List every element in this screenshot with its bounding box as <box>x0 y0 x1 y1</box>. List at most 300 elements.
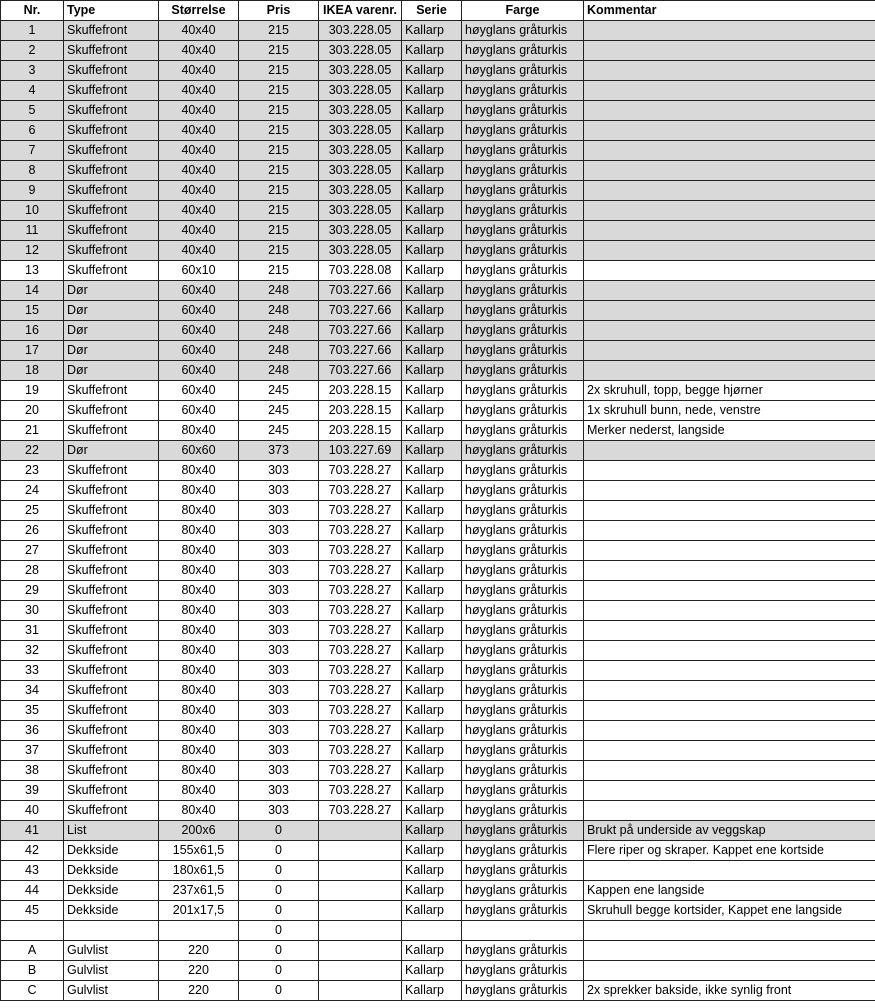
cell-ikea-number[interactable]: 303.228.05 <box>319 101 402 121</box>
cell-series[interactable]: Kallarp <box>402 81 462 101</box>
cell-type[interactable]: Skuffefront <box>64 381 159 401</box>
cell-color[interactable]: høyglans gråturkis <box>462 81 584 101</box>
cell-comment[interactable] <box>584 541 875 561</box>
cell-price[interactable]: 0 <box>239 821 319 841</box>
cell-ikea-number[interactable]: 703.228.27 <box>319 781 402 801</box>
cell-color[interactable]: høyglans gråturkis <box>462 121 584 141</box>
cell-ikea-number[interactable]: 703.228.27 <box>319 581 402 601</box>
cell-comment[interactable] <box>584 801 875 821</box>
cell-comment[interactable]: Brukt på underside av veggskap <box>584 821 875 841</box>
cell-color[interactable]: høyglans gråturkis <box>462 801 584 821</box>
cell-price[interactable]: 215 <box>239 101 319 121</box>
cell-type[interactable]: Skuffefront <box>64 161 159 181</box>
cell-type[interactable]: Skuffefront <box>64 461 159 481</box>
cell-size[interactable]: 60x40 <box>159 401 239 421</box>
cell-size[interactable]: 60x40 <box>159 301 239 321</box>
cell-price[interactable]: 215 <box>239 81 319 101</box>
cell-series[interactable] <box>402 921 462 941</box>
cell-comment[interactable]: Kappen ene langside <box>584 881 875 901</box>
cell-color[interactable]: høyglans gråturkis <box>462 321 584 341</box>
cell-ikea-number[interactable]: 703.228.27 <box>319 521 402 541</box>
cell-series[interactable]: Kallarp <box>402 361 462 381</box>
cell-comment[interactable]: Skruhull begge kortsider, Kappet ene langside <box>584 901 875 921</box>
cell-type[interactable] <box>64 921 159 941</box>
cell-price[interactable]: 0 <box>239 981 319 1001</box>
cell-comment[interactable] <box>584 581 875 601</box>
cell-price[interactable]: 215 <box>239 61 319 81</box>
cell-price[interactable]: 248 <box>239 321 319 341</box>
cell-type[interactable]: Skuffefront <box>64 761 159 781</box>
cell-size[interactable]: 80x40 <box>159 781 239 801</box>
cell-nr[interactable]: 1 <box>1 21 64 41</box>
cell-price[interactable]: 248 <box>239 281 319 301</box>
cell-series[interactable]: Kallarp <box>402 581 462 601</box>
cell-type[interactable]: Skuffefront <box>64 521 159 541</box>
cell-type[interactable]: Skuffefront <box>64 81 159 101</box>
cell-comment[interactable] <box>584 781 875 801</box>
cell-series[interactable]: Kallarp <box>402 61 462 81</box>
cell-nr[interactable] <box>1 921 64 941</box>
cell-comment[interactable] <box>584 161 875 181</box>
cell-comment[interactable] <box>584 961 875 981</box>
cell-series[interactable]: Kallarp <box>402 341 462 361</box>
cell-ikea-number[interactable] <box>319 841 402 861</box>
cell-series[interactable]: Kallarp <box>402 541 462 561</box>
cell-size[interactable]: 40x40 <box>159 141 239 161</box>
cell-size[interactable]: 40x40 <box>159 61 239 81</box>
cell-color[interactable]: høyglans gråturkis <box>462 401 584 421</box>
cell-price[interactable]: 303 <box>239 681 319 701</box>
cell-price[interactable]: 248 <box>239 361 319 381</box>
cell-size[interactable]: 237x61,5 <box>159 881 239 901</box>
cell-type[interactable]: List <box>64 821 159 841</box>
cell-series[interactable]: Kallarp <box>402 141 462 161</box>
cell-price[interactable]: 303 <box>239 701 319 721</box>
cell-nr[interactable]: 22 <box>1 441 64 461</box>
cell-color[interactable]: høyglans gråturkis <box>462 661 584 681</box>
cell-comment[interactable] <box>584 281 875 301</box>
cell-color[interactable]: høyglans gråturkis <box>462 181 584 201</box>
cell-price[interactable]: 303 <box>239 761 319 781</box>
cell-series[interactable]: Kallarp <box>402 901 462 921</box>
cell-comment[interactable] <box>584 501 875 521</box>
cell-color[interactable]: høyglans gråturkis <box>462 641 584 661</box>
cell-type[interactable]: Skuffefront <box>64 61 159 81</box>
cell-type[interactable]: Skuffefront <box>64 581 159 601</box>
cell-comment[interactable] <box>584 601 875 621</box>
cell-nr[interactable]: 18 <box>1 361 64 381</box>
cell-price[interactable]: 303 <box>239 461 319 481</box>
cell-nr[interactable]: B <box>1 961 64 981</box>
cell-series[interactable]: Kallarp <box>402 221 462 241</box>
cell-color[interactable]: høyglans gråturkis <box>462 701 584 721</box>
cell-price[interactable]: 245 <box>239 421 319 441</box>
cell-color[interactable]: høyglans gråturkis <box>462 361 584 381</box>
cell-nr[interactable]: 15 <box>1 301 64 321</box>
cell-comment[interactable] <box>584 141 875 161</box>
cell-nr[interactable]: 2 <box>1 41 64 61</box>
cell-size[interactable]: 60x10 <box>159 261 239 281</box>
cell-series[interactable]: Kallarp <box>402 741 462 761</box>
cell-nr[interactable]: 6 <box>1 121 64 141</box>
cell-price[interactable]: 303 <box>239 621 319 641</box>
cell-series[interactable]: Kallarp <box>402 681 462 701</box>
cell-color[interactable]: høyglans gråturkis <box>462 981 584 1001</box>
cell-nr[interactable]: 14 <box>1 281 64 301</box>
cell-comment[interactable] <box>584 101 875 121</box>
cell-size[interactable]: 80x40 <box>159 761 239 781</box>
cell-price[interactable]: 373 <box>239 441 319 461</box>
cell-ikea-number[interactable]: 703.228.27 <box>319 541 402 561</box>
cell-size[interactable]: 80x40 <box>159 601 239 621</box>
cell-color[interactable]: høyglans gråturkis <box>462 281 584 301</box>
cell-ikea-number[interactable]: 703.228.27 <box>319 501 402 521</box>
cell-comment[interactable] <box>584 741 875 761</box>
cell-type[interactable]: Skuffefront <box>64 601 159 621</box>
cell-series[interactable]: Kallarp <box>402 41 462 61</box>
cell-nr[interactable]: 16 <box>1 321 64 341</box>
cell-type[interactable]: Dør <box>64 361 159 381</box>
cell-color[interactable]: høyglans gråturkis <box>462 261 584 281</box>
cell-nr[interactable]: 33 <box>1 661 64 681</box>
cell-size[interactable]: 80x40 <box>159 501 239 521</box>
cell-price[interactable]: 303 <box>239 641 319 661</box>
cell-comment[interactable] <box>584 661 875 681</box>
header-size[interactable]: Størrelse <box>159 1 239 21</box>
cell-size[interactable]: 80x40 <box>159 481 239 501</box>
cell-series[interactable]: Kallarp <box>402 841 462 861</box>
cell-comment[interactable] <box>584 361 875 381</box>
cell-type[interactable]: Skuffefront <box>64 801 159 821</box>
cell-type[interactable]: Dekkside <box>64 901 159 921</box>
cell-ikea-number[interactable]: 703.227.66 <box>319 341 402 361</box>
cell-comment[interactable] <box>584 341 875 361</box>
cell-nr[interactable]: 21 <box>1 421 64 441</box>
cell-ikea-number[interactable]: 303.228.05 <box>319 61 402 81</box>
cell-nr[interactable]: 45 <box>1 901 64 921</box>
cell-nr[interactable]: 44 <box>1 881 64 901</box>
cell-ikea-number[interactable]: 703.228.27 <box>319 721 402 741</box>
header-series[interactable]: Serie <box>402 1 462 21</box>
cell-type[interactable]: Skuffefront <box>64 721 159 741</box>
cell-comment[interactable] <box>584 941 875 961</box>
cell-size[interactable]: 80x40 <box>159 661 239 681</box>
cell-ikea-number[interactable]: 303.228.05 <box>319 201 402 221</box>
cell-size[interactable]: 40x40 <box>159 81 239 101</box>
cell-ikea-number[interactable]: 303.228.05 <box>319 241 402 261</box>
cell-ikea-number[interactable] <box>319 941 402 961</box>
cell-series[interactable]: Kallarp <box>402 621 462 641</box>
cell-comment[interactable] <box>584 921 875 941</box>
cell-ikea-number[interactable]: 703.228.27 <box>319 621 402 641</box>
cell-color[interactable]: høyglans gråturkis <box>462 881 584 901</box>
cell-type[interactable]: Skuffefront <box>64 401 159 421</box>
cell-series[interactable]: Kallarp <box>402 421 462 441</box>
cell-series[interactable]: Kallarp <box>402 161 462 181</box>
cell-price[interactable]: 215 <box>239 261 319 281</box>
cell-type[interactable]: Dekkside <box>64 841 159 861</box>
cell-size[interactable]: 80x40 <box>159 701 239 721</box>
cell-nr[interactable]: 40 <box>1 801 64 821</box>
cell-ikea-number[interactable]: 703.228.27 <box>319 701 402 721</box>
cell-comment[interactable]: 1x skruhull bunn, nede, venstre <box>584 401 875 421</box>
cell-nr[interactable]: 39 <box>1 781 64 801</box>
cell-color[interactable]: høyglans gråturkis <box>462 101 584 121</box>
cell-ikea-number[interactable] <box>319 881 402 901</box>
cell-nr[interactable]: 25 <box>1 501 64 521</box>
cell-size[interactable]: 80x40 <box>159 421 239 441</box>
cell-comment[interactable] <box>584 521 875 541</box>
cell-ikea-number[interactable]: 703.227.66 <box>319 281 402 301</box>
cell-color[interactable]: høyglans gråturkis <box>462 761 584 781</box>
cell-nr[interactable]: 4 <box>1 81 64 101</box>
cell-size[interactable]: 40x40 <box>159 181 239 201</box>
header-comment[interactable]: Kommentar <box>584 1 875 21</box>
cell-series[interactable]: Kallarp <box>402 821 462 841</box>
cell-price[interactable]: 0 <box>239 921 319 941</box>
cell-comment[interactable] <box>584 81 875 101</box>
cell-price[interactable]: 245 <box>239 401 319 421</box>
cell-type[interactable]: Gulvlist <box>64 981 159 1001</box>
cell-color[interactable]: høyglans gråturkis <box>462 521 584 541</box>
cell-price[interactable]: 0 <box>239 941 319 961</box>
cell-color[interactable]: høyglans gråturkis <box>462 341 584 361</box>
cell-color[interactable]: høyglans gråturkis <box>462 941 584 961</box>
cell-series[interactable]: Kallarp <box>402 561 462 581</box>
cell-price[interactable]: 303 <box>239 741 319 761</box>
cell-type[interactable]: Dekkside <box>64 861 159 881</box>
cell-size[interactable]: 40x40 <box>159 201 239 221</box>
cell-ikea-number[interactable]: 703.228.27 <box>319 601 402 621</box>
cell-size[interactable]: 220 <box>159 961 239 981</box>
cell-nr[interactable]: C <box>1 981 64 1001</box>
cell-comment[interactable] <box>584 681 875 701</box>
cell-price[interactable]: 0 <box>239 861 319 881</box>
cell-ikea-number[interactable]: 303.228.05 <box>319 121 402 141</box>
cell-nr[interactable]: 26 <box>1 521 64 541</box>
cell-nr[interactable]: 32 <box>1 641 64 661</box>
cell-series[interactable]: Kallarp <box>402 981 462 1001</box>
cell-ikea-number[interactable]: 703.228.08 <box>319 261 402 281</box>
cell-nr[interactable]: 23 <box>1 461 64 481</box>
cell-price[interactable]: 215 <box>239 221 319 241</box>
cell-type[interactable]: Skuffefront <box>64 481 159 501</box>
cell-size[interactable]: 201x17,5 <box>159 901 239 921</box>
cell-ikea-number[interactable]: 303.228.05 <box>319 141 402 161</box>
cell-series[interactable]: Kallarp <box>402 881 462 901</box>
cell-type[interactable]: Dør <box>64 441 159 461</box>
cell-nr[interactable]: 28 <box>1 561 64 581</box>
cell-price[interactable]: 0 <box>239 841 319 861</box>
cell-series[interactable]: Kallarp <box>402 261 462 281</box>
cell-price[interactable]: 215 <box>239 181 319 201</box>
cell-type[interactable]: Dør <box>64 341 159 361</box>
cell-size[interactable]: 80x40 <box>159 721 239 741</box>
cell-color[interactable] <box>462 921 584 941</box>
cell-comment[interactable] <box>584 201 875 221</box>
cell-type[interactable]: Skuffefront <box>64 541 159 561</box>
cell-size[interactable]: 40x40 <box>159 21 239 41</box>
cell-comment[interactable] <box>584 221 875 241</box>
cell-type[interactable]: Gulvlist <box>64 961 159 981</box>
cell-series[interactable]: Kallarp <box>402 521 462 541</box>
cell-comment[interactable] <box>584 301 875 321</box>
cell-comment[interactable]: Merker nederst, langside <box>584 421 875 441</box>
cell-size[interactable]: 80x40 <box>159 741 239 761</box>
cell-nr[interactable]: 27 <box>1 541 64 561</box>
cell-price[interactable]: 303 <box>239 721 319 741</box>
cell-size[interactable] <box>159 921 239 941</box>
cell-price[interactable]: 303 <box>239 541 319 561</box>
cell-ikea-number[interactable]: 703.228.27 <box>319 481 402 501</box>
cell-nr[interactable]: 10 <box>1 201 64 221</box>
cell-price[interactable]: 0 <box>239 881 319 901</box>
cell-series[interactable]: Kallarp <box>402 441 462 461</box>
cell-type[interactable]: Dør <box>64 321 159 341</box>
cell-comment[interactable] <box>584 721 875 741</box>
cell-size[interactable]: 40x40 <box>159 221 239 241</box>
cell-series[interactable]: Kallarp <box>402 181 462 201</box>
cell-color[interactable]: høyglans gråturkis <box>462 721 584 741</box>
cell-comment[interactable] <box>584 461 875 481</box>
cell-nr[interactable]: 31 <box>1 621 64 641</box>
cell-nr[interactable]: 24 <box>1 481 64 501</box>
cell-color[interactable]: høyglans gråturkis <box>462 241 584 261</box>
cell-comment[interactable]: 2x skruhull, topp, begge hjørner <box>584 381 875 401</box>
cell-comment[interactable] <box>584 641 875 661</box>
cell-color[interactable]: høyglans gråturkis <box>462 741 584 761</box>
cell-comment[interactable] <box>584 261 875 281</box>
cell-type[interactable]: Skuffefront <box>64 221 159 241</box>
cell-comment[interactable] <box>584 481 875 501</box>
cell-comment[interactable] <box>584 861 875 881</box>
cell-size[interactable]: 80x40 <box>159 641 239 661</box>
cell-nr[interactable]: 37 <box>1 741 64 761</box>
cell-type[interactable]: Skuffefront <box>64 701 159 721</box>
cell-color[interactable]: høyglans gråturkis <box>462 421 584 441</box>
cell-price[interactable]: 303 <box>239 481 319 501</box>
cell-size[interactable]: 40x40 <box>159 121 239 141</box>
cell-ikea-number[interactable]: 703.227.66 <box>319 361 402 381</box>
cell-size[interactable]: 40x40 <box>159 161 239 181</box>
cell-color[interactable]: høyglans gråturkis <box>462 861 584 881</box>
cell-color[interactable]: høyglans gråturkis <box>462 781 584 801</box>
cell-price[interactable]: 303 <box>239 581 319 601</box>
cell-comment[interactable] <box>584 41 875 61</box>
cell-size[interactable]: 80x40 <box>159 801 239 821</box>
cell-type[interactable]: Skuffefront <box>64 501 159 521</box>
cell-comment[interactable]: Flere riper og skraper. Kappet ene kortside <box>584 841 875 861</box>
cell-size[interactable]: 155x61,5 <box>159 841 239 861</box>
cell-color[interactable]: høyglans gråturkis <box>462 541 584 561</box>
cell-ikea-number[interactable]: 203.228.15 <box>319 381 402 401</box>
cell-series[interactable]: Kallarp <box>402 121 462 141</box>
cell-type[interactable]: Skuffefront <box>64 41 159 61</box>
cell-type[interactable]: Dekkside <box>64 881 159 901</box>
cell-series[interactable]: Kallarp <box>402 461 462 481</box>
cell-size[interactable]: 80x40 <box>159 521 239 541</box>
cell-color[interactable]: høyglans gråturkis <box>462 221 584 241</box>
cell-nr[interactable]: 17 <box>1 341 64 361</box>
cell-ikea-number[interactable]: 703.228.27 <box>319 801 402 821</box>
cell-color[interactable]: høyglans gråturkis <box>462 21 584 41</box>
cell-comment[interactable] <box>584 441 875 461</box>
cell-size[interactable]: 80x40 <box>159 681 239 701</box>
cell-ikea-number[interactable]: 703.228.27 <box>319 561 402 581</box>
cell-type[interactable]: Skuffefront <box>64 741 159 761</box>
cell-color[interactable]: høyglans gråturkis <box>462 901 584 921</box>
cell-color[interactable]: høyglans gråturkis <box>462 441 584 461</box>
cell-nr[interactable]: 5 <box>1 101 64 121</box>
cell-size[interactable]: 40x40 <box>159 241 239 261</box>
cell-size[interactable]: 40x40 <box>159 41 239 61</box>
cell-ikea-number[interactable] <box>319 821 402 841</box>
cell-ikea-number[interactable]: 303.228.05 <box>319 21 402 41</box>
cell-price[interactable]: 303 <box>239 561 319 581</box>
cell-nr[interactable]: 42 <box>1 841 64 861</box>
cell-type[interactable]: Skuffefront <box>64 641 159 661</box>
cell-price[interactable]: 248 <box>239 301 319 321</box>
cell-ikea-number[interactable]: 303.228.05 <box>319 161 402 181</box>
cell-color[interactable]: høyglans gråturkis <box>462 481 584 501</box>
cell-price[interactable]: 0 <box>239 961 319 981</box>
cell-price[interactable]: 303 <box>239 521 319 541</box>
cell-price[interactable]: 303 <box>239 801 319 821</box>
cell-color[interactable]: høyglans gråturkis <box>462 61 584 81</box>
cell-price[interactable]: 303 <box>239 601 319 621</box>
cell-ikea-number[interactable] <box>319 921 402 941</box>
cell-nr[interactable]: 20 <box>1 401 64 421</box>
cell-color[interactable]: høyglans gråturkis <box>462 561 584 581</box>
cell-ikea-number[interactable]: 303.228.05 <box>319 81 402 101</box>
cell-price[interactable]: 215 <box>239 141 319 161</box>
cell-size[interactable]: 80x40 <box>159 541 239 561</box>
cell-type[interactable]: Skuffefront <box>64 101 159 121</box>
cell-color[interactable]: høyglans gråturkis <box>462 301 584 321</box>
cell-color[interactable]: høyglans gråturkis <box>462 841 584 861</box>
cell-type[interactable]: Skuffefront <box>64 201 159 221</box>
cell-color[interactable]: høyglans gråturkis <box>462 41 584 61</box>
cell-size[interactable]: 40x40 <box>159 101 239 121</box>
cell-series[interactable]: Kallarp <box>402 501 462 521</box>
cell-series[interactable]: Kallarp <box>402 241 462 261</box>
cell-size[interactable]: 220 <box>159 941 239 961</box>
cell-type[interactable]: Dør <box>64 281 159 301</box>
cell-nr[interactable]: 3 <box>1 61 64 81</box>
cell-nr[interactable]: 35 <box>1 701 64 721</box>
cell-comment[interactable] <box>584 121 875 141</box>
cell-series[interactable]: Kallarp <box>402 301 462 321</box>
cell-series[interactable]: Kallarp <box>402 601 462 621</box>
cell-color[interactable]: høyglans gråturkis <box>462 381 584 401</box>
cell-ikea-number[interactable] <box>319 861 402 881</box>
cell-comment[interactable] <box>584 61 875 81</box>
cell-nr[interactable]: 19 <box>1 381 64 401</box>
cell-type[interactable]: Skuffefront <box>64 181 159 201</box>
cell-price[interactable]: 215 <box>239 161 319 181</box>
cell-size[interactable]: 60x40 <box>159 281 239 301</box>
cell-price[interactable]: 215 <box>239 201 319 221</box>
cell-series[interactable]: Kallarp <box>402 641 462 661</box>
cell-ikea-number[interactable]: 303.228.05 <box>319 181 402 201</box>
cell-size[interactable]: 80x40 <box>159 561 239 581</box>
cell-price[interactable]: 245 <box>239 381 319 401</box>
cell-series[interactable]: Kallarp <box>402 721 462 741</box>
cell-nr[interactable]: 7 <box>1 141 64 161</box>
cell-ikea-number[interactable]: 103.227.69 <box>319 441 402 461</box>
header-color[interactable]: Farge <box>462 1 584 21</box>
cell-comment[interactable] <box>584 21 875 41</box>
